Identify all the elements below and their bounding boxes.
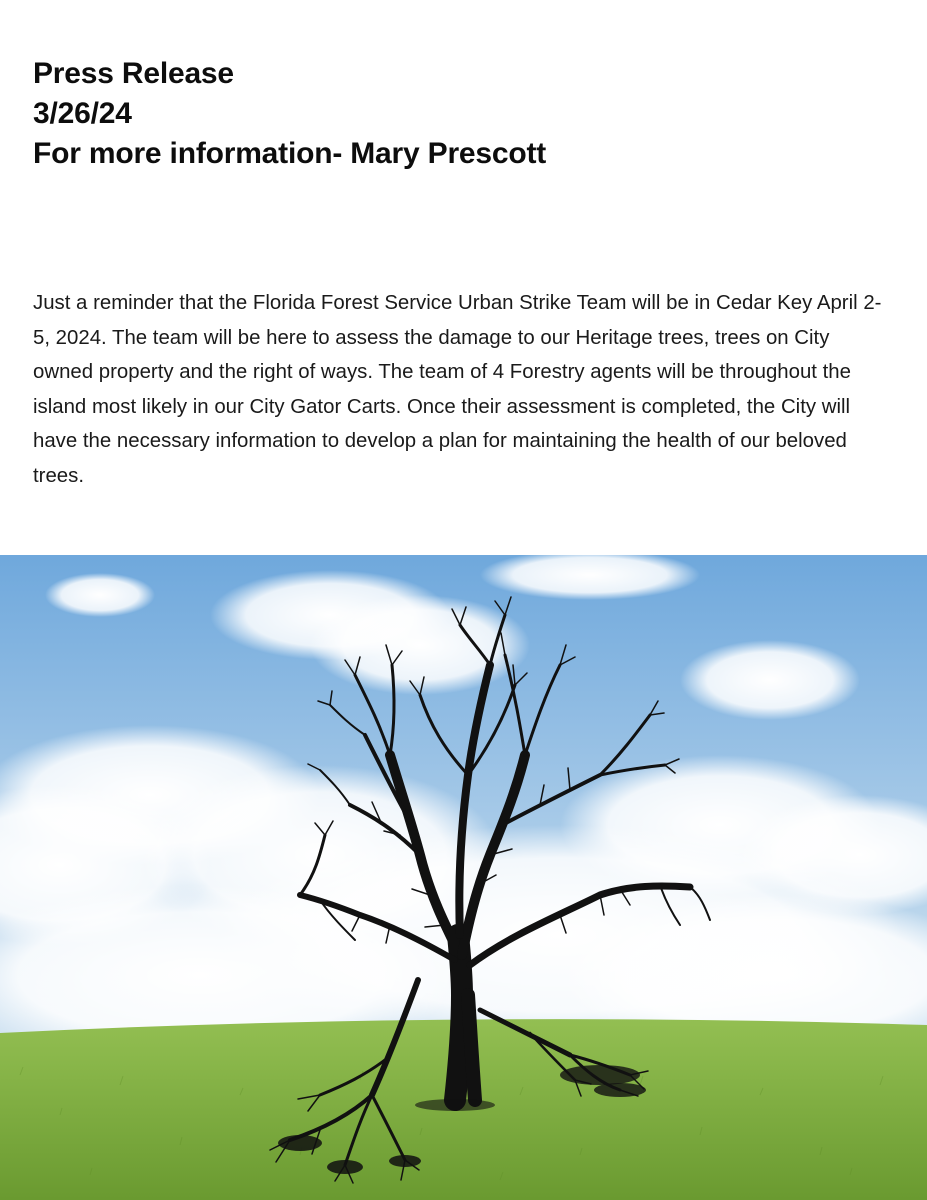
- announcement-paragraph: Just a reminder that the Florida Forest Service Urban Strike Team will be in Cedar Key April 2-5, 2024. The team will be here to assess the damage to our Heritage trees, trees on City owned property and the right of ways. The team of 4 Forestry agents will be throughout the island most likely in our City Gator Carts. Once their assessment is completed, the City will have the necessary information to develop a plan for maintaining the health of our beloved trees.: [33, 292, 882, 487]
- damaged-tree-illustration: [0, 555, 927, 1200]
- contact-line: For more information- Mary Prescott: [33, 137, 547, 170]
- press-release-header: [33, 54, 893, 174]
- release-date: 3/26/24: [33, 97, 132, 130]
- document-title: Press Release: [33, 57, 234, 90]
- tree-scene-graphic: [0, 555, 927, 1200]
